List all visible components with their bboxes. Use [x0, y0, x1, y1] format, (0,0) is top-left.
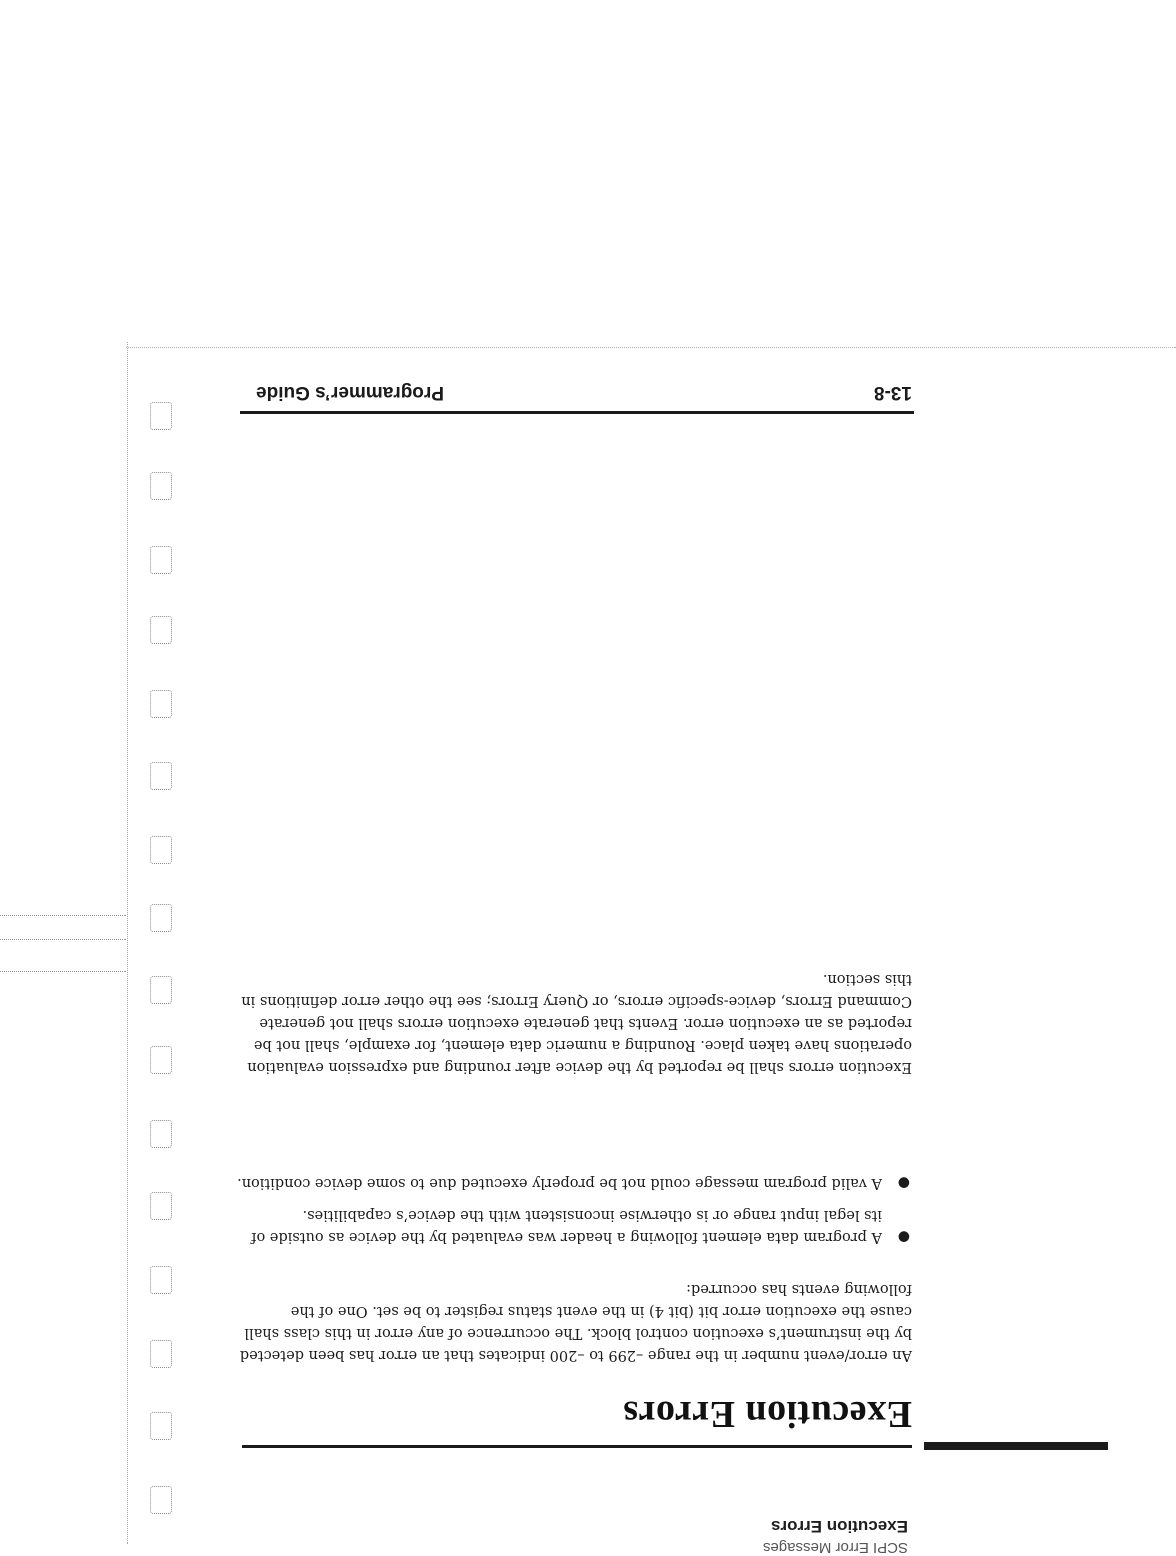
- list-item-text: A valid program message could not be properly executed due to some device condition.: [237, 1175, 882, 1191]
- binder-hole: [150, 1046, 172, 1074]
- binder-hole: [150, 1192, 172, 1220]
- event-list: [232, 1162, 912, 1248]
- binder-hole: [150, 546, 172, 574]
- page-number: 13-8: [873, 382, 912, 403]
- list-item-text: A program data element following a header was evaluated by the device as outside of its legal input range or is otherwise inconsistent with the device’s capabilities.: [251, 1207, 882, 1245]
- margin-mark: [0, 915, 126, 916]
- list-item: [232, 1172, 912, 1194]
- binder-hole: [150, 1412, 172, 1440]
- bullet-icon: ●: [897, 1229, 910, 1245]
- margin-mark: [0, 971, 126, 972]
- binder-hole: [150, 762, 172, 790]
- margin-mark: [0, 939, 126, 940]
- binder-hole: [150, 1120, 172, 1148]
- binder-hole: [150, 836, 172, 864]
- binder-hole: [150, 1486, 172, 1514]
- binder-hole: [150, 1340, 172, 1368]
- section-title: Execution Errors: [622, 1393, 912, 1435]
- footer-rule: [240, 411, 914, 414]
- running-head-cut-text: SCPI Error Messages: [762, 1539, 908, 1556]
- binder-hole: [150, 616, 172, 644]
- page-edge-line: [127, 342, 128, 1544]
- body-paragraph: Execution errors shall be reported by the device after rounding and expression evaluation operations have taken place. Rounding a numeric data element, for example, shall not be reported as an execution error. Events that generate execution errors shall not generate Command Errors, device-specific errors, or Query Errors; see the other error definitions in this section.: [241, 971, 912, 1075]
- bullet-icon: ●: [897, 1175, 910, 1191]
- list-item: [232, 1204, 912, 1248]
- binder-hole: [150, 472, 172, 500]
- intro-paragraph: An error/event number in the range –299 to –200 indicates that an error has been detected by the instrument’s execution control block. The occurrence of any error in this class shall cause the execution error bit (bit 4) in the event status register to be set. One of the following events has occurred:: [239, 1281, 912, 1363]
- binder-hole: [150, 904, 172, 932]
- page-bottom-edge-line: [126, 347, 1176, 348]
- guide-title: Programmer’s Guide: [256, 382, 444, 403]
- binder-hole: [150, 976, 172, 1004]
- section-marker-bar: [924, 1442, 1108, 1450]
- section-rule: [242, 1445, 912, 1448]
- running-head: Execution Errors: [771, 1517, 908, 1536]
- binder-hole: [150, 690, 172, 718]
- binder-hole: [150, 402, 172, 430]
- binder-hole: [150, 1266, 172, 1294]
